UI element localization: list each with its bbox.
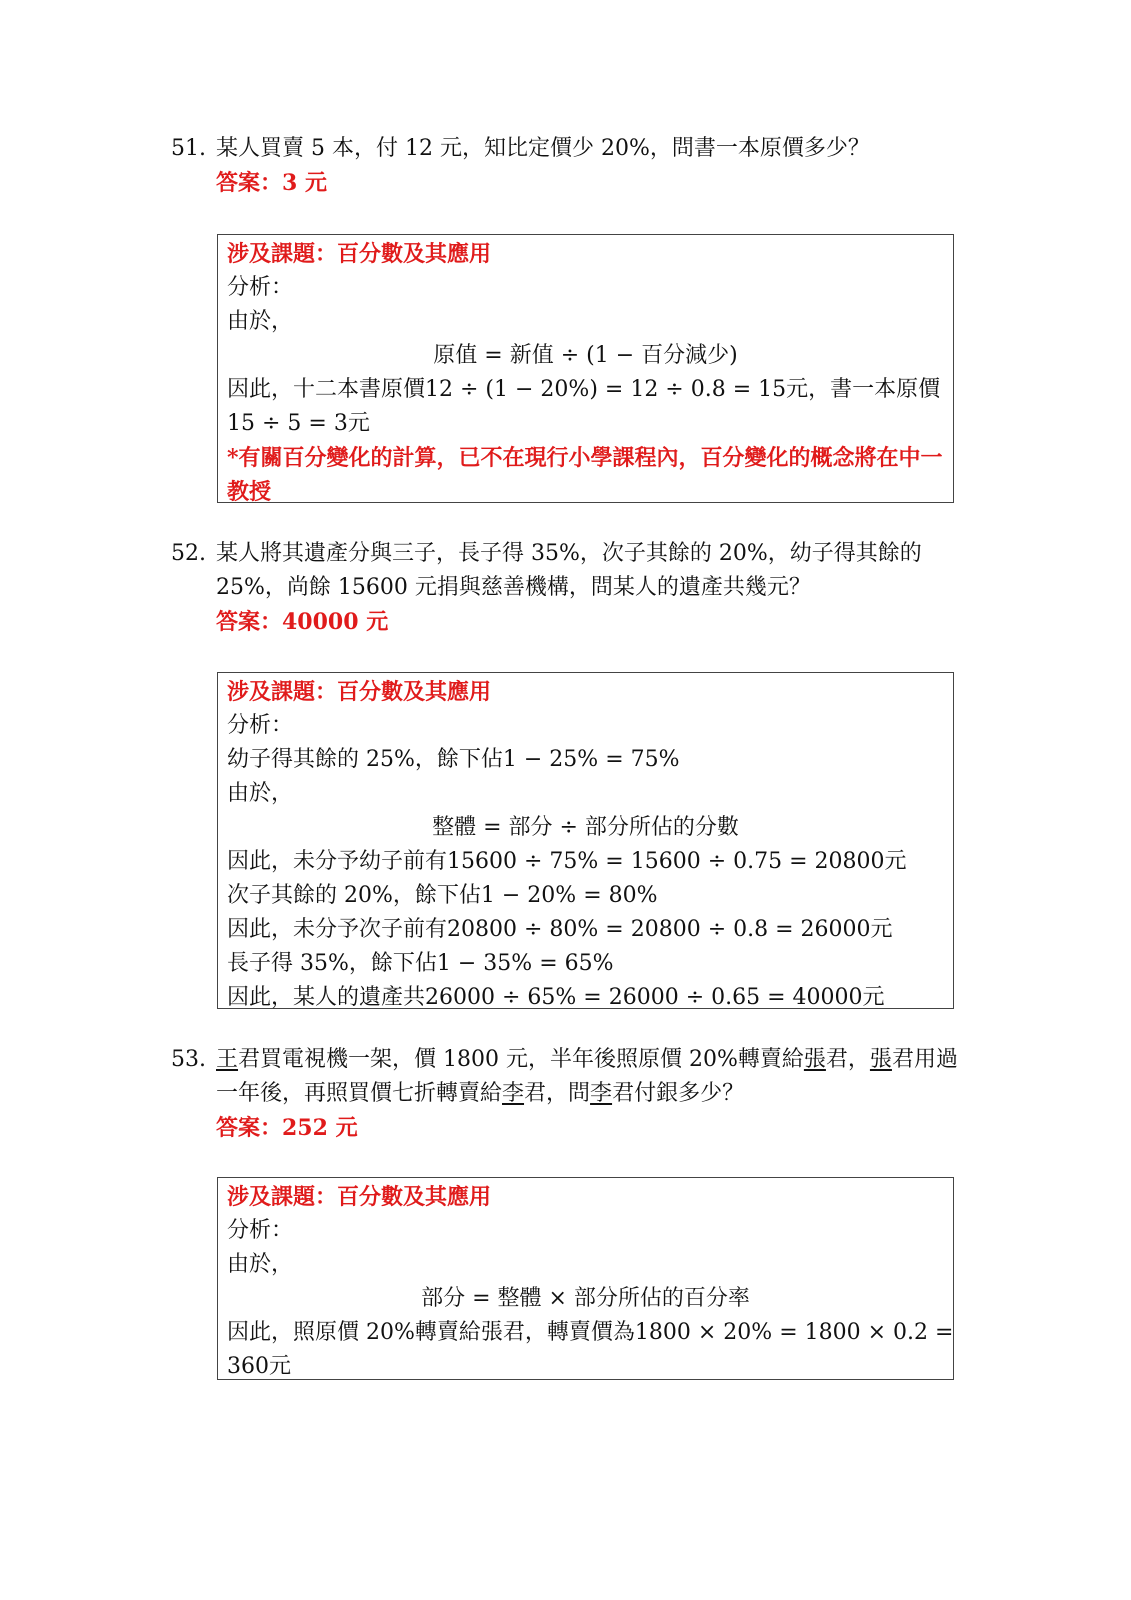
topic-label: 涉及課題：百分數及其應用 <box>227 241 492 267</box>
question-number: 53. <box>171 1047 206 1072</box>
question-number: 52. <box>171 541 206 566</box>
name-underlined: 王 <box>216 1047 239 1072</box>
question-text <box>216 132 956 200</box>
question-line: 25%，尚餘 15600 元捐與慈善機構，問某人的遺產共幾元？ <box>216 575 811 600</box>
analysis-box-53 <box>217 1177 954 1380</box>
analysis-line: 次子其餘的 20%，餘下佔1 − 20% = 80% <box>227 883 658 908</box>
question-line: 某人將其遺產分與三子，長子得 35%，次子其餘的 20%，幼子得其餘的 <box>216 541 922 566</box>
question-line <box>216 1043 956 1077</box>
text-segment: 君買電視機一架，價 1800 元，半年後照原價 20%轉賣給 <box>238 1047 804 1072</box>
question-line: 某人買賣 5 本，付 12 元，知比定價少 20%，問書一本原價多少？ <box>216 136 870 161</box>
formula-line: 整體 = 部分 ÷ 部分所佔的分數 <box>432 815 739 840</box>
question-line <box>216 1077 956 1111</box>
analysis-box-52 <box>217 672 954 1009</box>
analysis-line: 因此，照原價 20%轉賣給張君，轉賣價為1800 × 20% = 1800 × 0.2 = <box>227 1320 954 1345</box>
name-underlined: 張 <box>869 1047 892 1072</box>
text-segment: 一年後，再照買價七折轉賣給 <box>216 1081 503 1106</box>
question-number: 51. <box>171 136 206 161</box>
analysis-line: 幼子得其餘的 25%，餘下佔1 − 25% = 75% <box>227 747 680 772</box>
curriculum-note: *有關百分變化的計算，已不在現行小學課程內，百分變化的概念將在中一教授 <box>227 445 943 505</box>
answer: 答案：252 元 <box>216 1115 358 1141</box>
formula-line: 原值 = 新值 ÷ (1 − 百分減少) <box>433 343 738 368</box>
analysis-line: 長子得 35%，餘下佔1 − 35% = 65% <box>227 951 614 976</box>
text-segment: 君， <box>825 1047 870 1072</box>
name-underlined: 李 <box>590 1081 613 1106</box>
topic-label: 涉及課題：百分數及其應用 <box>227 679 492 705</box>
analysis-line: 由於， <box>227 1252 294 1277</box>
analysis-line: 因此，未分予次子前有20800 ÷ 80% = 20800 ÷ 0.8 = 26000元 <box>227 917 893 942</box>
analysis-line: 由於， <box>227 781 294 806</box>
analysis-line: 15 ÷ 5 = 3元 <box>227 411 370 436</box>
topic-label: 涉及課題：百分數及其應用 <box>227 1184 492 1210</box>
analysis-line: 因此，某人的遺產共26000 ÷ 65% = 26000 ÷ 0.65 = 40000元 <box>227 985 885 1010</box>
analysis-line: 分析： <box>227 275 294 300</box>
analysis-line: 分析： <box>227 1218 294 1243</box>
question-text <box>216 537 956 639</box>
analysis-box-51 <box>217 234 954 503</box>
name-underlined: 李 <box>502 1081 525 1106</box>
text-segment: 君付銀多少？ <box>612 1081 745 1106</box>
formula-line: 部分 = 整體 × 部分所佔的百分率 <box>421 1286 750 1311</box>
text-segment: 君，問 <box>524 1081 591 1106</box>
answer: 答案：3 元 <box>216 170 327 196</box>
analysis-line: 因此，十二本書原價12 ÷ (1 − 20%) = 12 ÷ 0.8 = 15元，書一本原價 <box>227 377 941 402</box>
name-underlined: 張 <box>803 1047 826 1072</box>
question-text <box>216 1043 956 1145</box>
analysis-line: 分析： <box>227 713 294 738</box>
answer: 答案：40000 元 <box>216 609 389 635</box>
analysis-line: 因此，未分予幼子前有15600 ÷ 75% = 15600 ÷ 0.75 = 20800元 <box>227 849 907 874</box>
analysis-line: 360元 <box>227 1354 291 1379</box>
text-segment: 君用過 <box>891 1047 958 1072</box>
analysis-line: 由於， <box>227 309 294 334</box>
